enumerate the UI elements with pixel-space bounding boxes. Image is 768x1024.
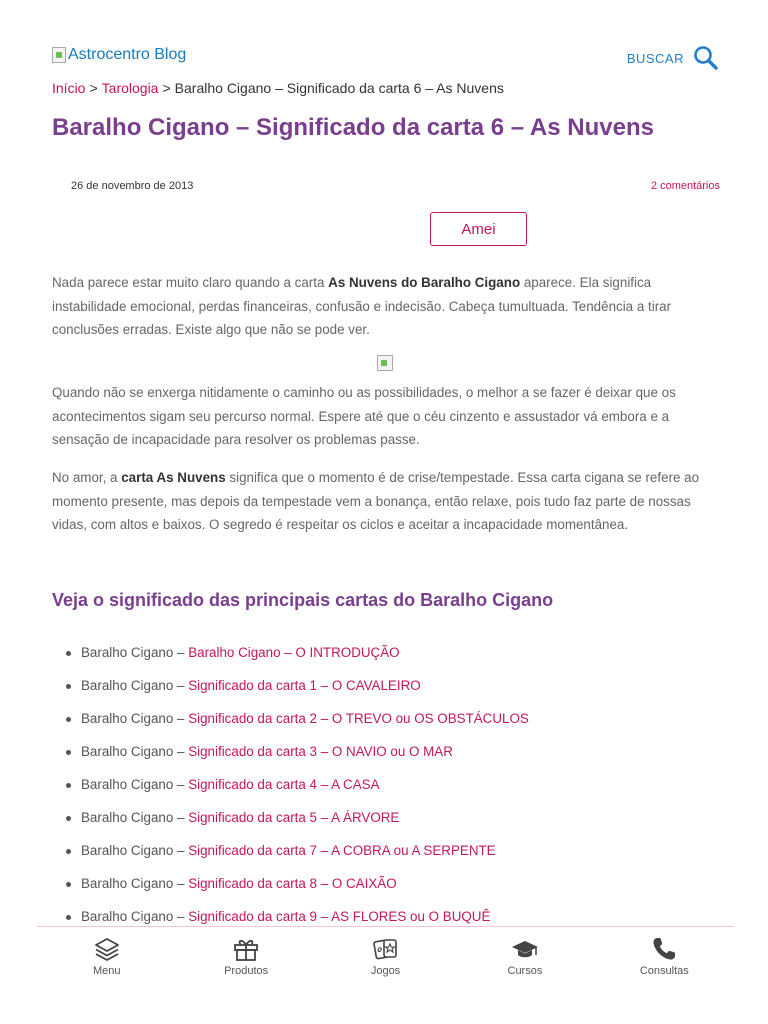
list-item bbox=[64, 676, 529, 709]
like-button[interactable]: Amei bbox=[430, 212, 527, 246]
graduation-cap-icon bbox=[511, 935, 539, 963]
comments-link[interactable]: 2 comentários bbox=[650, 180, 720, 192]
nav-jogos[interactable] bbox=[316, 927, 455, 986]
post-date: 26 de novembro de 2013 bbox=[71, 180, 194, 192]
phone-icon bbox=[650, 935, 678, 963]
paragraph-text: significa que o momento é de crise/tempestade. Essa carta cigana se refere ao momento presente, mas depois da tempestade vem a bonança, então relaxe, pois tudo faz parte de nossas vidas, com altos e baixos. O segredo é respeitar os ciclos e aceitar a incapacidade momentânea. bbox=[52, 470, 700, 532]
nav-menu[interactable] bbox=[37, 927, 176, 986]
paragraph-text: No amor, a bbox=[52, 470, 122, 485]
list-item-prefix: Baralho Cigano – bbox=[81, 777, 189, 792]
nav-jogos-label: Jogos bbox=[370, 965, 401, 977]
breadcrumb-separator: > bbox=[89, 80, 98, 96]
broken-image-icon bbox=[377, 355, 393, 371]
nav-produtos[interactable] bbox=[176, 927, 315, 986]
breadcrumb-separator: > bbox=[162, 80, 171, 96]
cards-list bbox=[64, 643, 529, 940]
list-item-link[interactable]: Significado da carta 5 – A ÁRVORE bbox=[188, 810, 400, 825]
list-item bbox=[64, 742, 529, 775]
nav-menu-label: Menu bbox=[92, 965, 121, 977]
list-item-link[interactable]: Significado da carta 8 – O CAIXÃO bbox=[188, 876, 397, 891]
paragraph-bold: carta As Nuvens bbox=[121, 470, 226, 485]
list-item-link[interactable]: Baralho Cigano – O INTRODUÇÃO bbox=[188, 645, 400, 660]
search-button[interactable] bbox=[627, 44, 720, 72]
broken-image-icon bbox=[52, 47, 66, 63]
list-item-link[interactable]: Significado da carta 3 – O NAVIO ou O MAR bbox=[188, 744, 453, 759]
gift-icon bbox=[232, 935, 260, 963]
list-item-prefix: Baralho Cigano – bbox=[81, 810, 189, 825]
list-item-link[interactable]: Significado da carta 7 – A COBRA ou A SERPENTE bbox=[188, 843, 496, 858]
site-header bbox=[52, 44, 720, 74]
nav-cursos[interactable] bbox=[455, 927, 594, 986]
layers-icon bbox=[93, 935, 121, 963]
list-item-prefix: Baralho Cigano – bbox=[81, 876, 189, 891]
paragraph-text: Nada parece estar muito claro quando a carta bbox=[52, 275, 329, 290]
list-item bbox=[64, 709, 529, 742]
cards-icon bbox=[372, 935, 400, 963]
list-item bbox=[64, 841, 529, 874]
paragraph-bold: As Nuvens do Baralho Cigano bbox=[328, 275, 521, 290]
nav-produtos-label: Produtos bbox=[224, 965, 269, 977]
article-paragraph: Quando não se enxerga nitidamente o caminho ou as possibilidades, o melhor a se fazer é deixar que os acontecimentos sigam seu percurso normal. Espere até que o céu cinzento e assustador vá embora e a sensação de incapacidade para resolver os problemas passe. bbox=[52, 385, 676, 447]
list-item-prefix: Baralho Cigano – bbox=[81, 744, 189, 759]
article-paragraph bbox=[52, 271, 722, 342]
list-item-prefix: Baralho Cigano – bbox=[81, 711, 189, 726]
list-item-prefix: Baralho Cigano – bbox=[81, 909, 189, 924]
page-title: Baralho Cigano – Significado da carta 6 – As Nuvens bbox=[52, 114, 654, 141]
list-item-link[interactable]: Significado da carta 2 – O TREVO ou OS OBSTÁCULOS bbox=[188, 711, 529, 726]
list-item bbox=[64, 775, 529, 808]
list-item-prefix: Baralho Cigano – bbox=[81, 645, 189, 660]
search-icon bbox=[692, 44, 720, 72]
list-item bbox=[64, 643, 529, 676]
breadcrumb bbox=[52, 80, 504, 96]
nav-cursos-label: Cursos bbox=[507, 965, 543, 977]
list-item bbox=[64, 808, 529, 841]
breadcrumb-home[interactable]: Início bbox=[52, 80, 86, 96]
list-item-prefix: Baralho Cigano – bbox=[81, 678, 189, 693]
breadcrumb-category[interactable]: Tarologia bbox=[101, 80, 159, 96]
paragraph-text: aparece. Ela significa instabilidade emocional, perdas financeiras, confusão e indecisão. Cabeça tumultuada. Tendência a tirar conclusões erradas. Existe algo que não se pode ver. bbox=[52, 275, 672, 337]
search-label: BUSCAR bbox=[626, 50, 684, 66]
nav-consultas[interactable] bbox=[595, 927, 734, 986]
article-paragraph bbox=[52, 466, 722, 537]
list-item-link[interactable]: Significado da carta 9 – AS FLORES ou O BUQUÊ bbox=[188, 909, 491, 924]
breadcrumb-current: Baralho Cigano – Significado da carta 6 – As Nuvens bbox=[174, 80, 504, 96]
bottom-nav bbox=[37, 926, 734, 986]
list-item-link[interactable]: Significado da carta 4 – A CASA bbox=[188, 777, 380, 792]
site-logo[interactable] bbox=[52, 46, 186, 64]
nav-consultas-label: Consultas bbox=[639, 965, 689, 977]
list-item bbox=[64, 874, 529, 907]
logo-alt-text: Astrocentro Blog bbox=[68, 46, 187, 63]
section-heading: Veja o significado das principais cartas do Baralho Cigano bbox=[52, 590, 554, 610]
list-item-prefix: Baralho Cigano – bbox=[81, 843, 189, 858]
list-item-link[interactable]: Significado da carta 1 – O CAVALEIRO bbox=[188, 678, 421, 693]
